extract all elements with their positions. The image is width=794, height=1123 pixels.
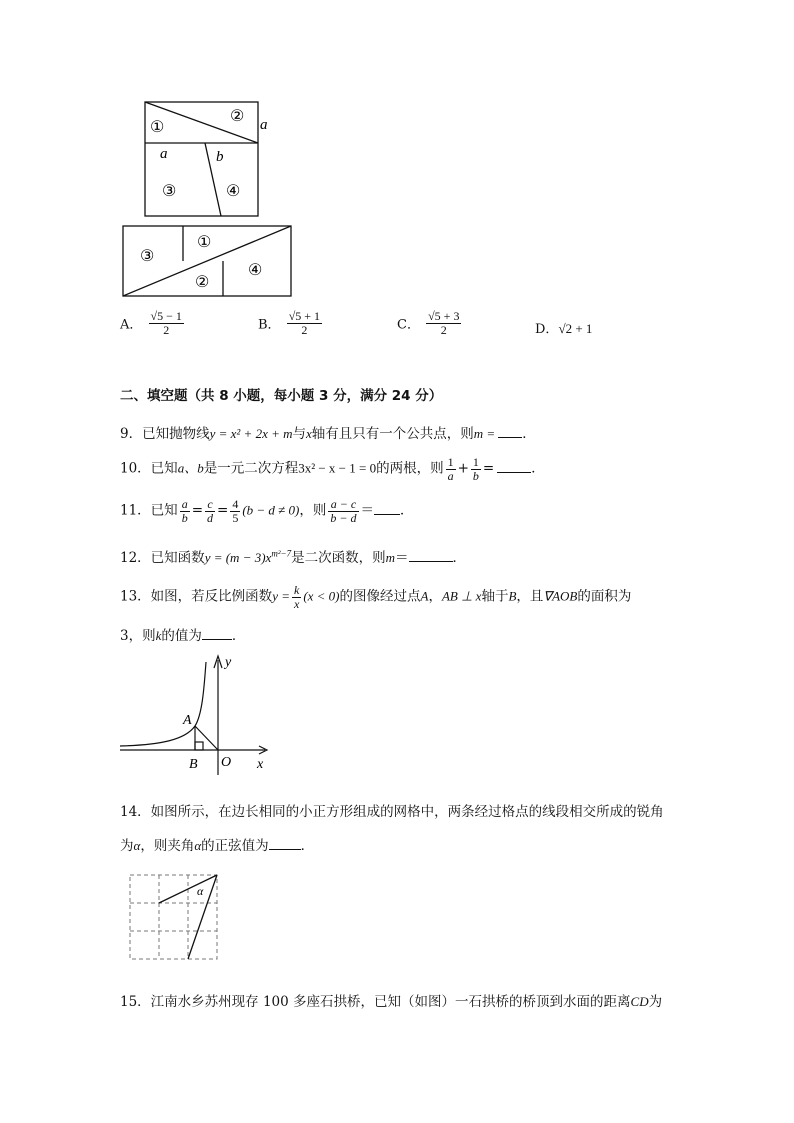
axis-x-label: x [257, 757, 264, 772]
answer-blank [498, 425, 522, 438]
question-11: 11．已知 $\frac{a}{b}$ = $\frac{c}{d}$ = $\frac{4}{5}$ (b − d ≠ 0)，则 $\frac{a - c}{b - d}$ ＝ ． [120, 497, 414, 525]
answer-blank [269, 837, 301, 850]
question-13-line-2: 3，则k的值为 ． [120, 628, 246, 644]
question-14-line-2: 为α，则夹角α的正弦值为 ． [120, 838, 315, 854]
question-12: 12．已知函数$y = (m - 3)x^{m^2-7}$是二次函数，则m＝ ． [120, 548, 466, 566]
answer-blank [374, 502, 400, 515]
region-2b-label: ② [195, 274, 210, 291]
region-3b-label: ③ [140, 248, 155, 265]
question-10: 10．已知a、b是一元二次方程3x² − x − 1 = 0的两根，则 $\frac{1}{a}$ + $\frac{1}{b}$ = ． [120, 455, 545, 483]
option-c: C． $\frac{√5 + 3}{2}$ [397, 309, 460, 337]
section-title: 二、填空题（共 8 小题，每小题 3 分，满分 24 分） [120, 388, 443, 404]
region-1b-label: ① [197, 234, 212, 251]
region-2-label: ② [230, 108, 245, 125]
axis-y-label: y [225, 655, 232, 670]
alpha-label: α [197, 884, 204, 898]
point-b-label: B [189, 757, 198, 772]
region-3-label: ③ [162, 183, 177, 200]
question-14: 14．如图所示，在边长相同的小正方形组成的网格中，两条经过格点的线段相交所成的锐角 [120, 804, 664, 820]
side-a-label: a [260, 117, 268, 133]
side-a-inner-label: a [160, 146, 168, 162]
point-a-label: A [183, 713, 192, 728]
grid-figure [125, 870, 225, 965]
origin-label: O [221, 755, 232, 770]
option-a: A． $\frac{√5 - 1}{2}$ [120, 309, 182, 337]
option-b: B． $\frac{√5 + 1}{2}$ [258, 309, 321, 337]
answer-blank [497, 460, 531, 473]
region-4b-label: ④ [248, 262, 263, 279]
region-4-label: ④ [226, 183, 241, 200]
option-d: D．√2 + 1 [535, 321, 593, 337]
region-1-label: ① [150, 119, 165, 136]
question-13: 13．如图，若反比例函数y = $\frac{k}{x}$ (x < 0)的图像经过点A，AB ⊥ x轴于B，且∇AOB的面积为 [120, 583, 632, 611]
answer-blank [409, 549, 453, 562]
question-15: 15．江南水乡苏州现存 100 多座石拱桥，已知（如图）一石拱桥的桥顶到水面的距离CD为 [120, 994, 663, 1010]
figure-rectangle-dissection [115, 95, 300, 305]
answer-blank [202, 627, 232, 640]
side-b-label: b [216, 149, 224, 165]
inverse-proportion-graph [115, 650, 280, 780]
question-9: 9．已知抛物线y = x² + 2x + m与x轴有且只有一个公共点，则m = ． [120, 426, 536, 442]
